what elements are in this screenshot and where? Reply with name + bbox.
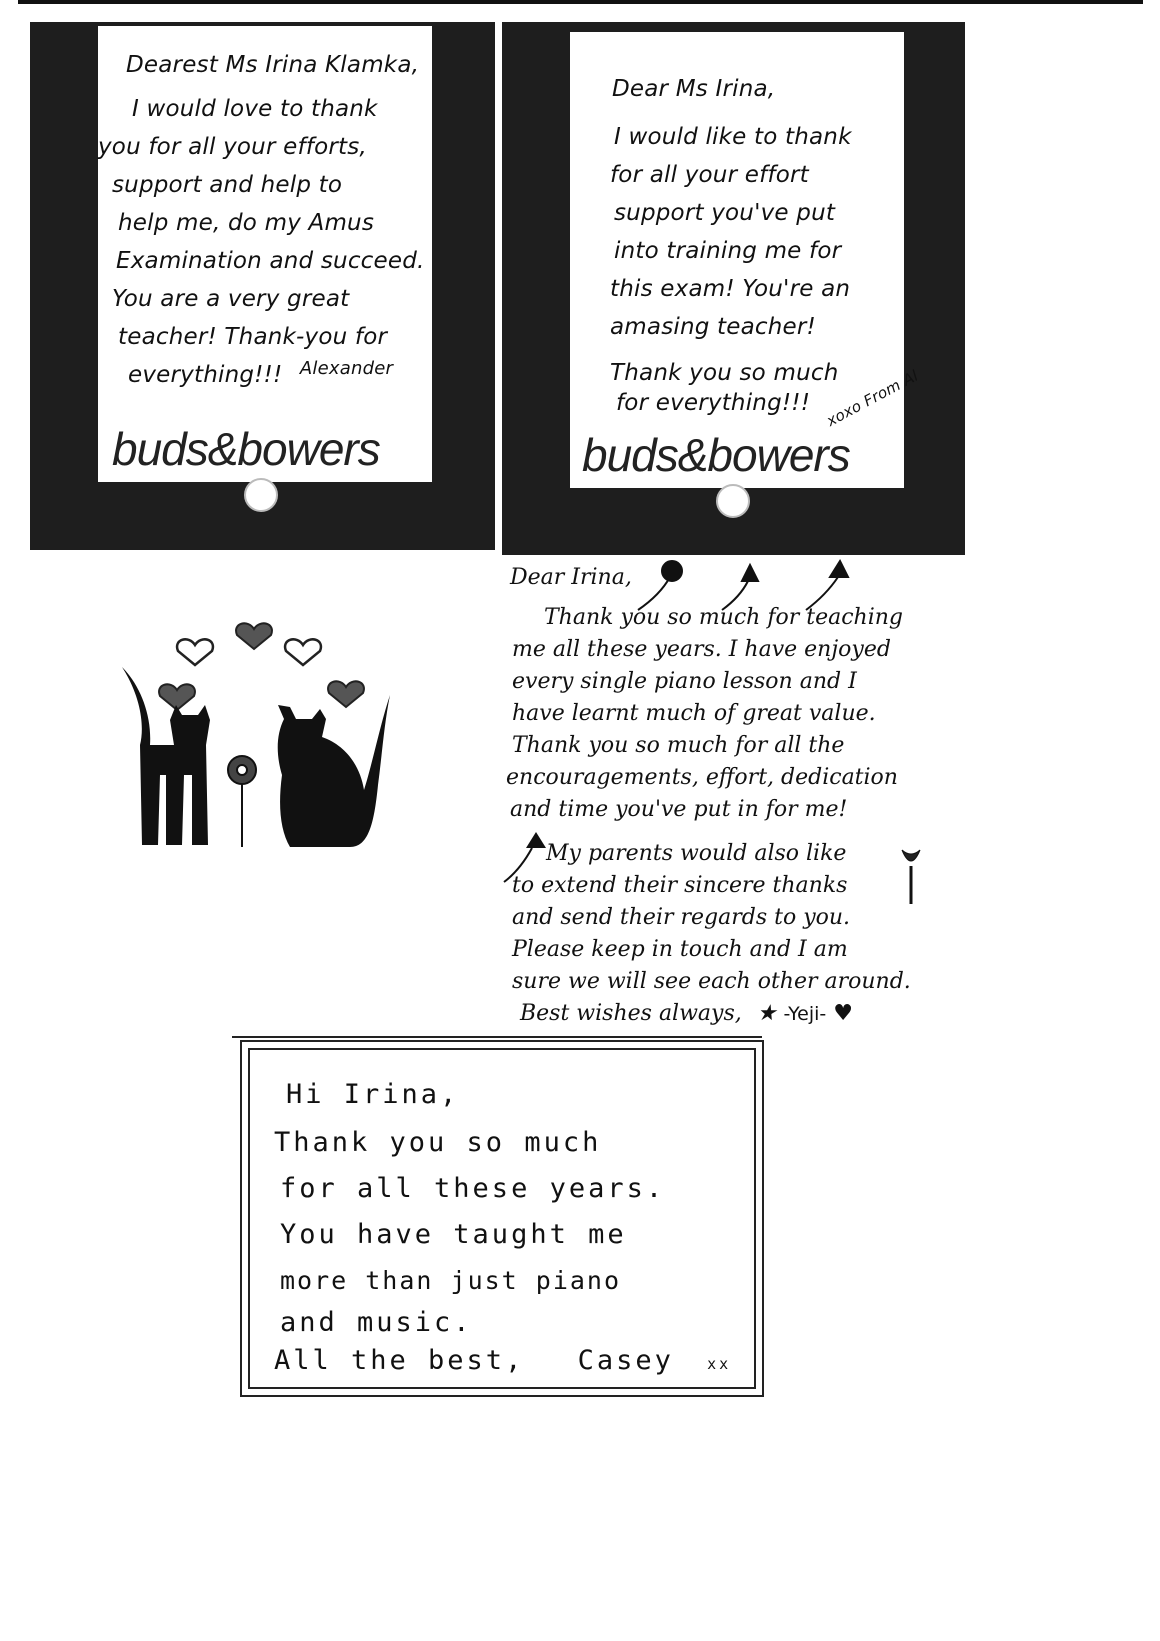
card-line — [98, 356, 425, 396]
signature: Casey — [577, 1345, 674, 1376]
note-line: for all these years. — [280, 1173, 666, 1204]
note-line: You have taught me — [280, 1219, 627, 1250]
note-line: me all these years. I have enjoyed — [512, 637, 891, 662]
card-line: teacher! Thank-you for — [118, 324, 388, 350]
note-line: Thank you so much for teaching — [544, 605, 903, 630]
card-line: this exam! You're an — [610, 276, 851, 302]
brand-logo: buds&bowers — [582, 429, 850, 481]
tulip-icon — [896, 846, 926, 906]
signature: Alexander — [299, 358, 394, 379]
note-line: more than just piano — [280, 1266, 622, 1295]
card-line: for all your effort — [610, 162, 809, 188]
note-line-text: All the best, — [274, 1345, 525, 1376]
card-line: support and help to — [112, 172, 343, 198]
divider-line — [232, 1036, 762, 1038]
card-line: support you've put — [614, 200, 836, 226]
note-line: and send their regards to you. — [512, 905, 851, 930]
top-rule — [18, 0, 1143, 4]
card-line: I would like to thank — [614, 124, 852, 150]
kisses: xx — [707, 1355, 732, 1373]
card-line: Dearest Ms Irina Klamka, — [126, 52, 420, 78]
card-line: you for all your efforts, — [98, 134, 367, 160]
thank-you-note-yeji — [506, 562, 946, 1042]
note-line: and time you've put in for me! — [510, 797, 848, 822]
cat-right-icon — [278, 695, 390, 847]
star-icon: ★ — [756, 1001, 777, 1026]
checkered-heart-icon — [159, 623, 364, 710]
roses-decoration — [630, 555, 880, 615]
note-line: My parents would also like — [546, 841, 847, 866]
note-line: Thank you so much for all the — [512, 733, 845, 758]
note-line: Hi Irina, — [286, 1079, 460, 1110]
thank-you-card-al — [570, 32, 922, 488]
note-line — [506, 998, 946, 1030]
card-line: help me, do my Amus — [118, 210, 375, 236]
note-line: have learnt much of great value. — [512, 701, 876, 726]
note-line: and music. — [280, 1307, 473, 1338]
card-line: Examination and succeed. — [116, 248, 425, 274]
flower-icon — [228, 756, 256, 847]
heart-icon: ♥ — [833, 1001, 854, 1026]
note-line-text: Best wishes always, — [520, 1001, 742, 1026]
thank-you-note-casey — [248, 1048, 756, 1389]
card-line: for everything!!! — [616, 390, 811, 416]
card-line: You are a very great — [112, 286, 350, 312]
card-line-text: everything!!! — [128, 362, 283, 388]
brand-logo: buds&bowers — [112, 423, 380, 475]
note-line: Dear Irina, — [510, 565, 632, 590]
cats-illustration — [100, 615, 400, 885]
signature: xoxo From Al — [823, 366, 922, 430]
note-line: Please keep in touch and I am — [512, 937, 848, 962]
note-line — [274, 1342, 731, 1383]
note-line: encouragements, effort, dedication — [506, 765, 898, 790]
card-line: amasing teacher! — [610, 314, 816, 340]
note-line: Thank you so much — [274, 1127, 602, 1158]
thank-you-card-alexander — [98, 26, 432, 482]
note-line: to extend their sincere thanks — [512, 873, 848, 898]
card-line: into training me for — [614, 238, 842, 264]
card-line: I would love to thank — [132, 96, 378, 122]
card-peg — [716, 484, 750, 518]
signature: -Yeji- — [783, 1003, 827, 1025]
card-line: Thank you so much — [610, 360, 839, 386]
card-line: Dear Ms Irina, — [612, 76, 776, 102]
card-peg — [244, 478, 278, 512]
note-line: every single piano lesson and I — [512, 669, 857, 694]
rose-icon — [500, 826, 560, 886]
note-line: sure we will see each other around. — [512, 969, 911, 994]
